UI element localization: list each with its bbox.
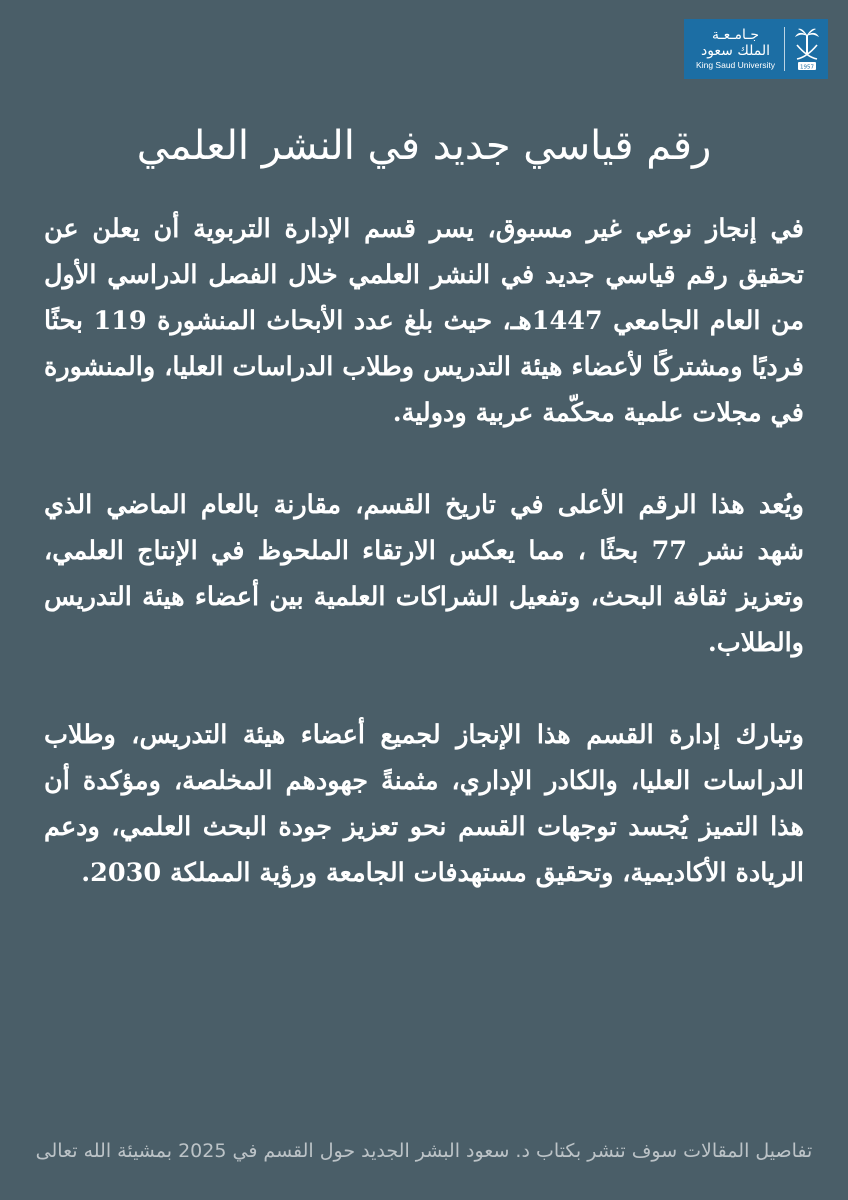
announcement-body xyxy=(44,206,804,942)
page-title: رقم قياسي جديد في النشر العلمي xyxy=(136,123,712,169)
logo-english-name: King Saud University xyxy=(696,60,775,70)
paragraph-comparison: ويُعد هذا الرقم الأعلى في تاريخ القسم، مقارنة بالعام الماضي الذي شهد نشر 77 بحثًا ، مما يعكس الارتقاء الملحوظ في الإنتاج العلمي، وتعزيز ثقافة البحث، وتفعيل الشراكات العلمية بين أعضاء هيئة التدريس والطلاب. xyxy=(44,490,804,658)
logo-arabic-king-saud: الملك سعود xyxy=(700,43,771,59)
king-saud-university-logo xyxy=(684,19,828,79)
paragraph-achievement: في إنجاز نوعي غير مسبوق، يسر قسم الإدارة التربوية أن يعلن عن تحقيق رقم قياسي جديد في النشر العلمي خلال الفصل الدراسي الأول من العام الجامعي 1447هـ، حيث بلغ عدد الأبحاث المنشورة 119 بحثًا فرديًا ومشتركًا لأعضاء هيئة التدريس وطلاب الدراسات العليا، والمنشورة في مجلات علمية محكّمة عربية ودولية. xyxy=(44,214,805,428)
palm-swords-emblem-icon xyxy=(792,25,822,73)
paragraph-congratulations: وتبارك إدارة القسم هذا الإنجاز لجميع أعضاء هيئة التدريس، وطلاب الدراسات العليا، والكادر الإداري، مثمنةً جهودهم المخلصة، ومؤكدة أن هذا التميز يُجسد توجهات القسم نحو تعزيز جودة البحث العلمي، ودعم الريادة الأكاديمية، وتحقيق مستهدفات الجامعة ورؤية المملكة 2030. xyxy=(44,720,804,888)
logo-text-block xyxy=(690,27,781,71)
footer-note: تفاصيل المقالات سوف تنشر بكتاب د. سعود البشر الجديد حول القسم في 2025 بمشيئة الله تعالى xyxy=(35,1140,813,1162)
logo-divider xyxy=(784,27,785,71)
logo-arabic-university-word: جـامـعـة xyxy=(712,27,759,43)
emblem-year: 1957 xyxy=(800,64,814,71)
